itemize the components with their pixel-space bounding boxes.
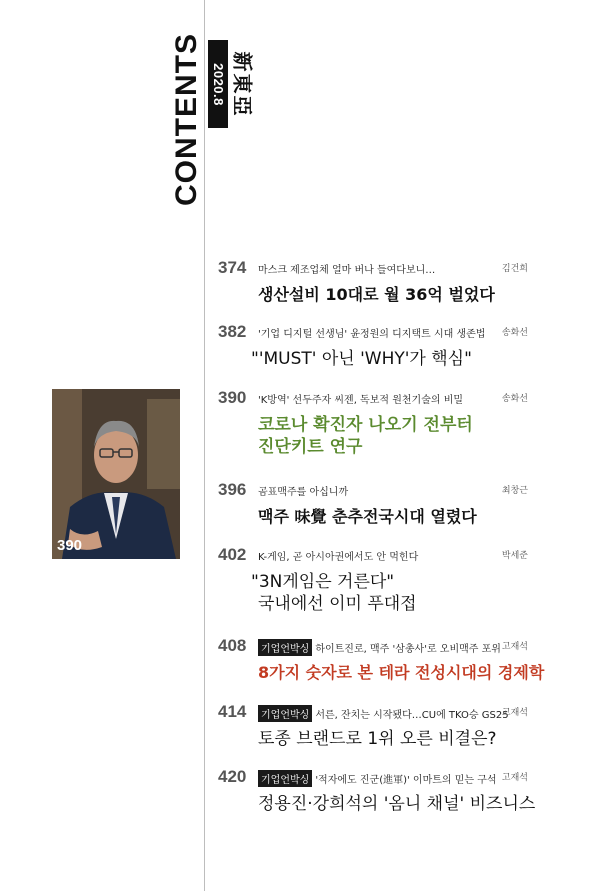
toc-entry[interactable] xyxy=(218,545,528,615)
magazine-logo xyxy=(232,40,256,128)
entry-title: "'MUST' 아닌 'WHY'가 핵심" xyxy=(251,349,472,369)
entry-subtitle xyxy=(258,770,497,787)
entry-subtitle: 'K방역' 선두주자 씨젠, 독보적 원천기술의 비밀 xyxy=(258,395,464,406)
entry-author: 고재석 xyxy=(501,642,528,652)
toc-entry[interactable] xyxy=(218,388,528,458)
entry-subtitle: 마스크 제조업체 얼마 버나 들여다보니… xyxy=(258,265,436,276)
article-photo xyxy=(52,389,180,559)
page-number: 382 xyxy=(218,322,247,341)
contents-label: CONTENTS xyxy=(170,33,203,206)
entry-subtitle: K-게임, 곧 아시아권에서도 안 먹힌다 xyxy=(258,552,419,563)
toc-entry[interactable] xyxy=(218,702,528,750)
entry-subtitle-text: 하이트진로, 맥주 '삼총사'로 오비맥주 포위 xyxy=(315,644,501,655)
page-number: 408 xyxy=(218,636,247,655)
page-number: 374 xyxy=(218,258,247,277)
entry-author: 김건희 xyxy=(501,264,528,274)
page-number: 414 xyxy=(218,702,247,721)
entry-title-line-2: 국내에선 이미 푸대접 xyxy=(258,594,417,614)
entry-author: 송화선 xyxy=(501,328,528,338)
entry-subtitle-text: 서른, 잔치는 시작됐다…CU에 TKO승 GS25 xyxy=(315,710,509,721)
page-number: 402 xyxy=(218,545,247,564)
entry-subtitle-text: '적자에도 진군(進軍)' 이마트의 믿는 구석 xyxy=(315,775,497,786)
entry-title-line-1: "3N게임은 거른다" xyxy=(251,572,395,592)
section-tag: 기업언박싱 xyxy=(258,705,312,722)
section-tag: 기업언박싱 xyxy=(258,770,312,787)
entry-title: 생산설비 10대로 월 36억 벌었다 xyxy=(258,285,495,304)
entry-author: 고재석 xyxy=(501,708,528,718)
entry-author: 최창근 xyxy=(501,486,528,496)
toc-entry[interactable] xyxy=(218,258,528,306)
toc-entry[interactable] xyxy=(218,767,536,815)
entry-author: 송화선 xyxy=(501,394,528,404)
section-tag: 기업언박싱 xyxy=(258,639,312,656)
entry-title-line-2: 진단키트 연구 xyxy=(258,437,363,457)
magazine-name: 新東亞 xyxy=(230,51,255,117)
toc-entry[interactable] xyxy=(218,636,545,684)
toc-entry[interactable] xyxy=(218,480,528,528)
entry-subtitle xyxy=(258,639,501,656)
toc-entry[interactable] xyxy=(218,322,528,370)
page-number: 396 xyxy=(218,480,247,499)
photo-page-number: 390 xyxy=(57,537,83,554)
entry-title: 맥주 味覺 춘추전국시대 열렸다 xyxy=(258,507,477,526)
issue-date: 2020.8 xyxy=(210,62,226,106)
entry-author: 고재석 xyxy=(501,773,528,783)
vertical-divider xyxy=(204,0,205,891)
entry-title: 토종 브랜드로 1위 오른 비결은? xyxy=(258,729,497,749)
page-number: 420 xyxy=(218,767,247,786)
portrait-illustration xyxy=(52,389,180,559)
entry-subtitle: '기업 디지털 선생님' 윤정원의 디지택트 시대 생존법 xyxy=(258,329,486,340)
entry-title-line-1: 코로나 확진자 나오기 전부터 xyxy=(258,415,473,435)
issue-badge xyxy=(208,40,228,128)
entry-title: 8가지 숫자로 본 테라 전성시대의 경제학 xyxy=(258,663,545,682)
entry-author: 박세준 xyxy=(501,551,528,561)
entry-title: 정용진·강희석의 '옴니 채널' 비즈니스 xyxy=(258,794,536,814)
entry-subtitle xyxy=(258,705,509,722)
entry-subtitle: 곰표맥주를 아십니까 xyxy=(258,487,349,498)
page-number: 390 xyxy=(218,388,247,407)
